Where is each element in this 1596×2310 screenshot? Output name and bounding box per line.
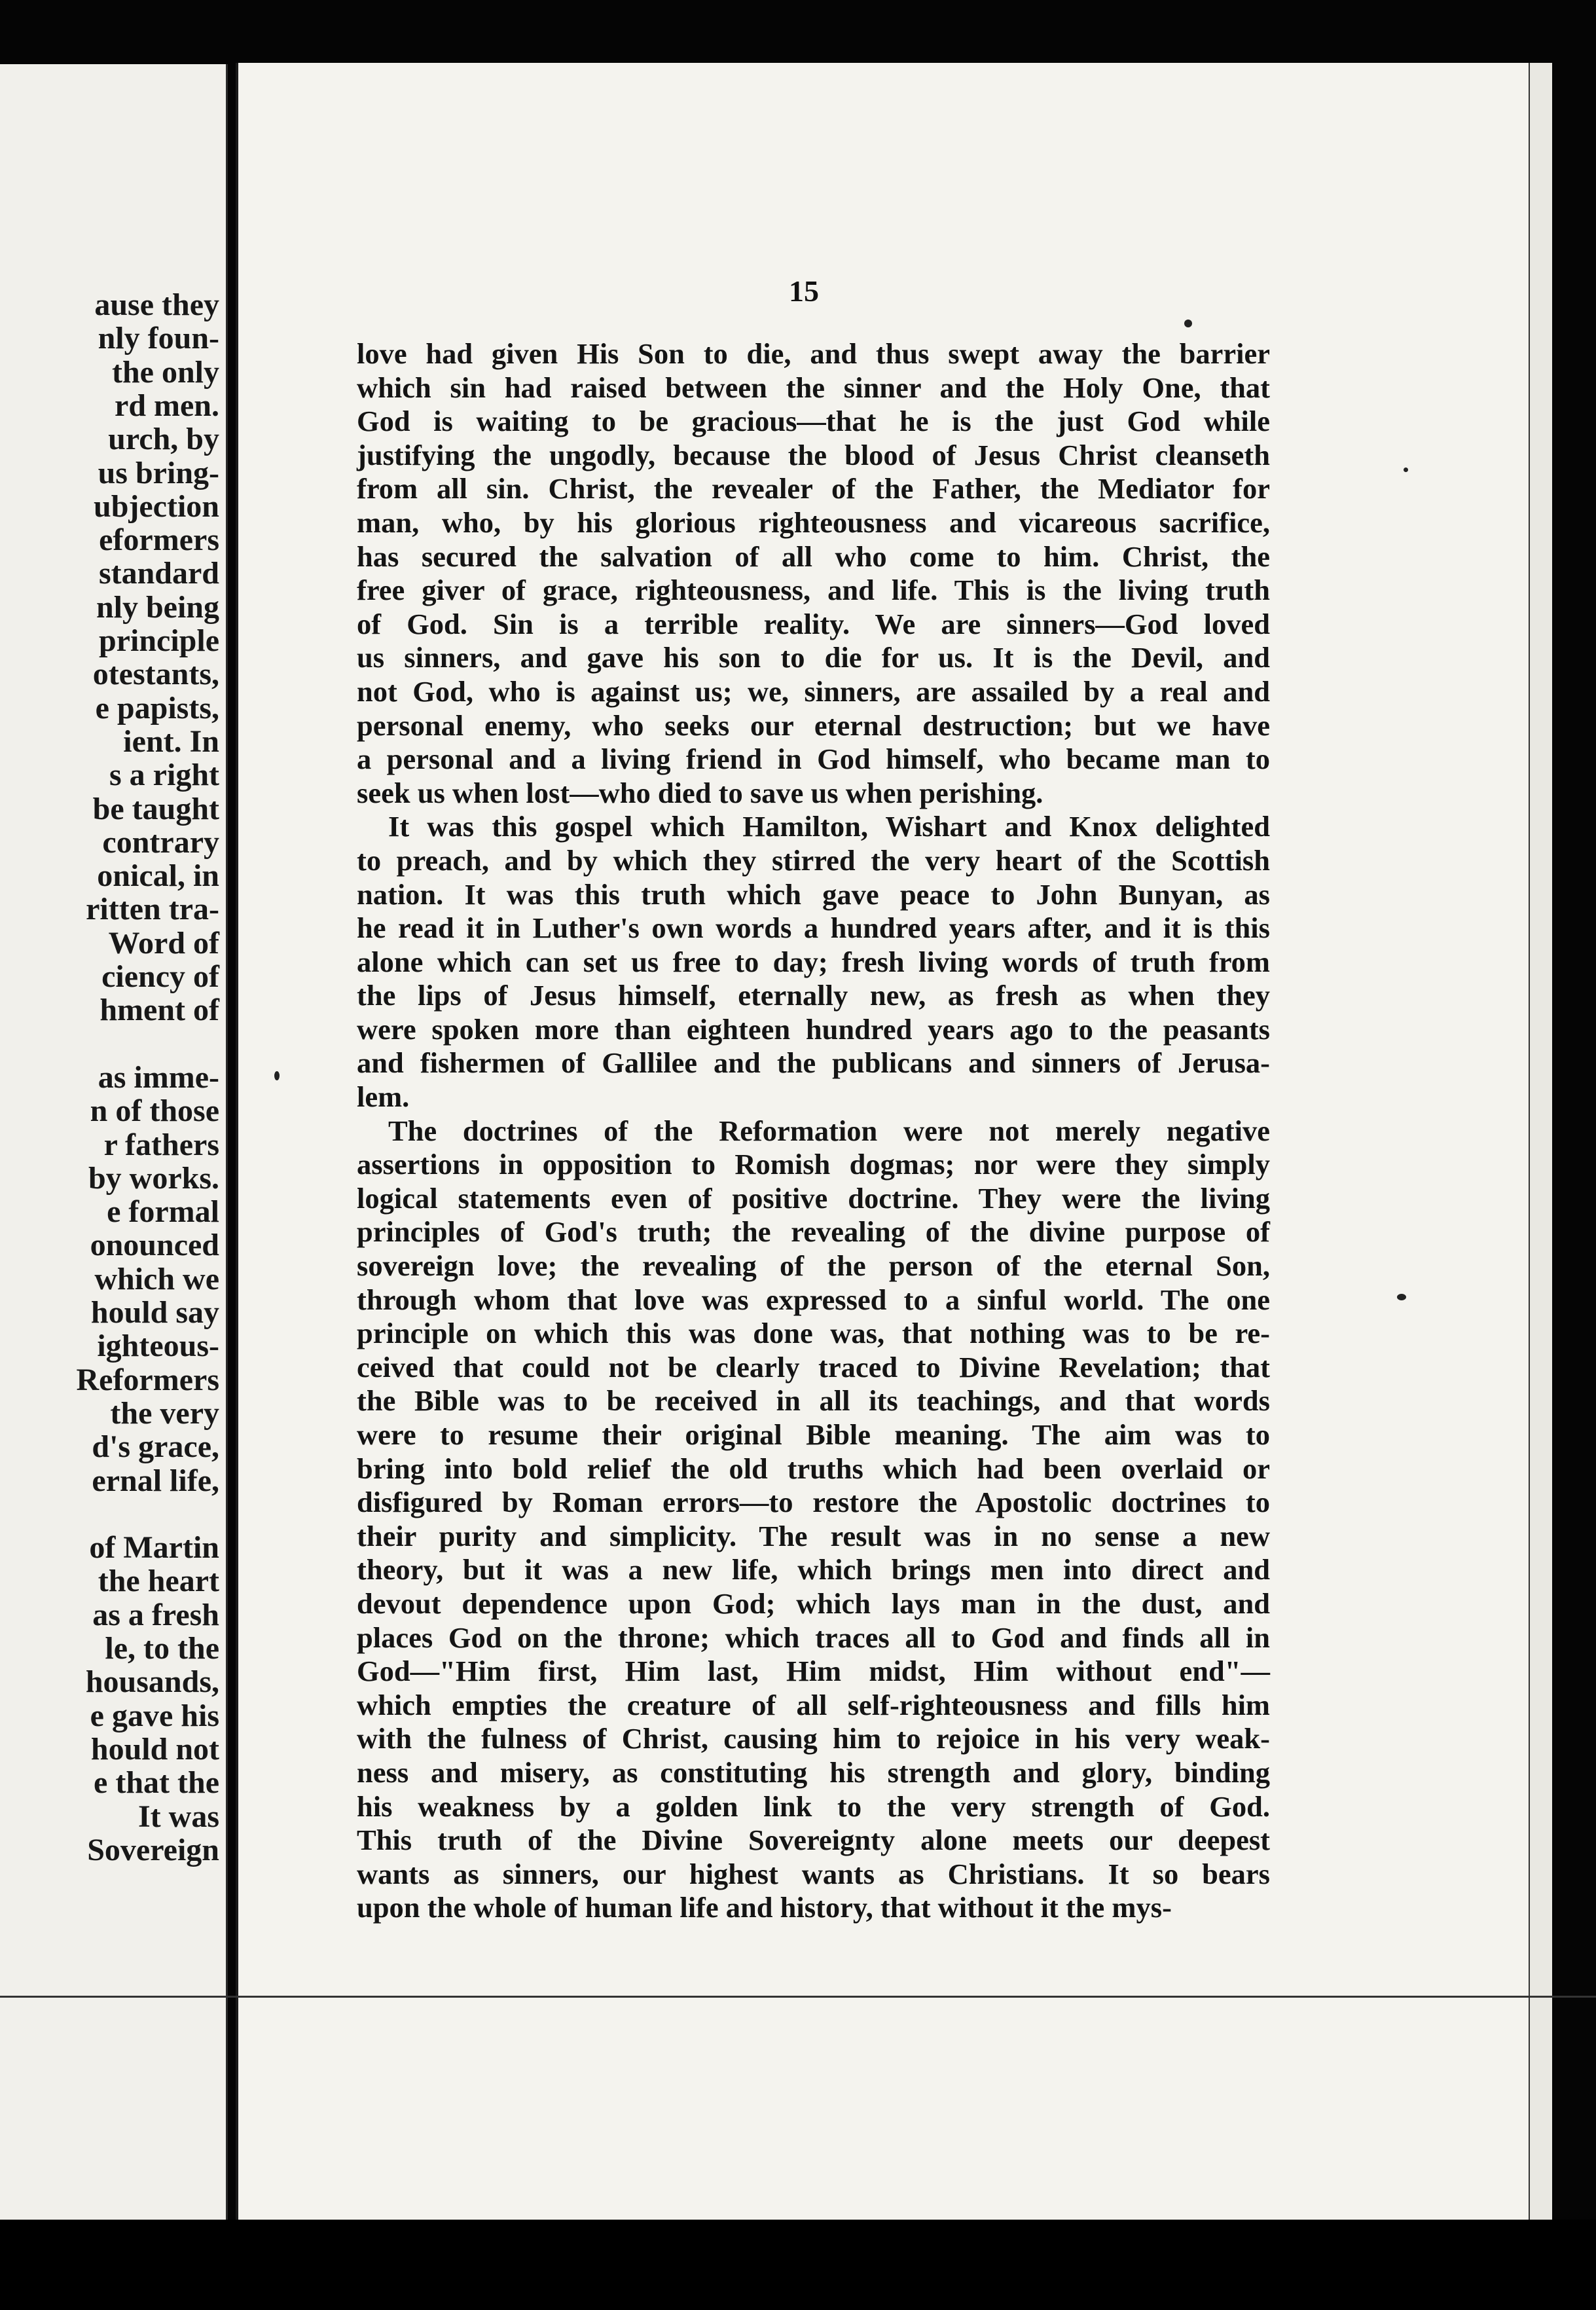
scan-edge-line [0, 1996, 1596, 1998]
text-line: logical statements even of positive doctrine. They were the living [357, 1181, 1270, 1215]
facing-page-line: Reformers [76, 1362, 219, 1397]
facing-page-line: e papists, [95, 690, 219, 725]
text-line: nation. It was this truth which gave peace to John Bunyan, as [357, 877, 1270, 911]
facing-page-line: s a right [109, 758, 219, 793]
text-line: through whom that love was expressed to a sinful world. The one [357, 1283, 1270, 1316]
text-line: their purity and simplicity. The result was in no sense a new [357, 1519, 1270, 1552]
text-line: God—"Him first, Him last, Him midst, Him without end"— [357, 1655, 1270, 1688]
facing-page-line: le, to the [105, 1631, 219, 1666]
facing-page-line: n of those [90, 1093, 219, 1129]
facing-page-line: as a fresh [92, 1597, 219, 1632]
text-line: has secured the salvation of all who come to him. Christ, the [357, 540, 1270, 573]
facing-page-line: ient. In [123, 724, 219, 759]
text-line: devout dependence upon God; which lays man in the dust, and [357, 1586, 1270, 1620]
text-line: sovereign love; the revealing of the person of the eternal Son, [357, 1249, 1270, 1283]
text-line: which sin had raised between the sinner and the Holy One, that [357, 371, 1270, 404]
text-line: places God on the throne; which traces all to God and finds all in [357, 1621, 1270, 1654]
page-edge [1529, 63, 1552, 2224]
facing-page-line: eformers [99, 522, 219, 558]
facing-page-line: contrary [102, 824, 219, 860]
text-line: which empties the creature of all self-righteousness and fills him [357, 1688, 1270, 1721]
text-line: bring into bold relief the old truths which had been overlaid or [357, 1452, 1270, 1485]
text-line: ceived that could not be clearly traced to Divine Revelation; that [357, 1350, 1270, 1384]
text-line: assertions in opposition to Romish dogmas; nor were they simply [357, 1148, 1270, 1181]
body-text [357, 337, 1270, 1925]
text-line: us sinners, and gave his son to die for us. It is the Devil, and [357, 641, 1270, 674]
text-line: The doctrines of the Reformation were not merely negative [388, 1114, 1270, 1147]
facing-page-line: principle [98, 623, 219, 658]
text-line: seek us when lost—who died to save us when perishing. [357, 776, 1043, 809]
text-line: principles of God's truth; the revealing of the divine purpose of [357, 1215, 1270, 1249]
facing-page-line: d's grace, [92, 1429, 219, 1465]
facing-page-line: nly being [96, 589, 219, 625]
text-line: free giver of grace, righteousness, and life. This is the living truth [357, 574, 1270, 607]
facing-page-line: Word of [108, 925, 219, 961]
facing-page-line: ubjection [94, 488, 219, 524]
text-line: his weakness by a golden link to the very strength of God. [357, 1789, 1270, 1823]
facing-page-line: of Martin [89, 1530, 219, 1566]
facing-page-line: the very [110, 1395, 219, 1431]
facing-page-line: onical, in [97, 858, 219, 894]
facing-page-line: e gave his [90, 1698, 219, 1733]
facing-page-line: ritten tra- [86, 892, 219, 927]
text-line: God is waiting to be gracious—that he is the just God while [357, 405, 1270, 438]
facing-page-line: ause they [94, 287, 219, 322]
facing-page-line: ernal life, [92, 1463, 219, 1498]
facing-page-line: urch, by [108, 422, 219, 457]
text-line: personal enemy, who seeks our eternal destruction; but we have [357, 708, 1270, 742]
facing-page-line: ciency of [101, 959, 219, 994]
text-line: theory, but it was a new life, which brings men into direct and [357, 1553, 1270, 1586]
text-line: with the fulness of Christ, causing him to rejoice in his very weak- [357, 1722, 1270, 1755]
facing-page-line: onounced [90, 1228, 219, 1263]
text-line: justifying the ungodly, because the blood of Jesus Christ cleanseth [357, 438, 1270, 471]
text-line: not God, who is against us; we, sinners, are assailed by a real and [357, 674, 1270, 708]
facing-page-line: rd men. [115, 388, 219, 423]
text-line: were to resume their original Bible meaning. The aim was to [357, 1418, 1270, 1451]
facing-page-line: hment of [100, 993, 219, 1028]
facing-page-line: otestants, [92, 657, 219, 692]
facing-page-line: be taught [92, 791, 219, 826]
text-line: the Bible was to be received in all its teachings, and that words [357, 1384, 1270, 1418]
text-line: wants as sinners, our highest wants as Christians. It so bears [357, 1857, 1270, 1890]
scan-bottom [0, 2220, 1596, 2310]
facing-page [0, 64, 228, 2220]
facing-page-line: the heart [98, 1564, 219, 1599]
text-line: and fishermen of Gallilee and the publicans and sinners of Jerusa- [357, 1046, 1270, 1080]
facing-page-line: by works. [88, 1160, 219, 1196]
facing-page-line: standard [98, 556, 219, 591]
text-line: man, who, by his glorious righteousness and vicareous sacrifice, [357, 505, 1270, 539]
text-line: alone which can set us free to day; fresh living words of truth from [357, 945, 1270, 978]
facing-page-line: Sovereign [87, 1832, 219, 1867]
text-line: to preach, and by which they stirred the very heart of the Scottish [357, 843, 1270, 877]
text-line: the lips of Jesus himself, eternally new, as fresh as when they [357, 979, 1270, 1012]
text-line: from all sin. Christ, the revealer of the Father, the Mediator for [357, 472, 1270, 505]
text-line: disfigured by Roman errors—to restore the Apostolic doctrines to [357, 1486, 1270, 1519]
text-line: a personal and a living friend in God himself, who became man to [357, 742, 1270, 776]
facing-page-line: ighteous- [97, 1329, 219, 1364]
facing-page-line: the only [111, 354, 219, 390]
facing-page-line: nly foun- [98, 321, 219, 356]
facing-page-line: housands, [85, 1664, 219, 1700]
text-line: love had given His Son to die, and thus swept away the barrier [357, 337, 1270, 370]
text-line: he read it in Luther's own words a hundred years after, and it is this [357, 911, 1270, 945]
text-line: ness and misery, as constituting his strength and glory, binding [357, 1755, 1270, 1789]
page-number: 15 [789, 274, 819, 308]
text-line: This truth of the Divine Sovereignty alone meets our deepest [357, 1824, 1270, 1857]
text-line: It was this gospel which Hamilton, Wishart and Knox delighted [388, 810, 1270, 843]
text-line: principle on which this was done was, that nothing was to be re- [357, 1317, 1270, 1350]
facing-page-line: e formal [107, 1194, 219, 1230]
facing-page-line: e that the [94, 1765, 219, 1801]
facing-page-line: us bring- [98, 455, 219, 490]
text-line: were spoken more than eighteen hundred years ago to the peasants [357, 1012, 1270, 1046]
text-line: lem. [357, 1080, 410, 1114]
facing-page-line: as imme- [98, 1059, 219, 1095]
text-line: of God. Sin is a terrible reality. We are sinners—God loved [357, 607, 1270, 640]
facing-page-line: which we [94, 1261, 219, 1296]
text-line: upon the whole of human life and history, that without it the mys- [357, 1891, 1172, 1924]
facing-page-line: hould say [90, 1295, 219, 1330]
facing-page-line: hould not [90, 1731, 219, 1767]
facing-page-line: r fathers [103, 1127, 219, 1162]
facing-page-line: It was [137, 1799, 219, 1834]
